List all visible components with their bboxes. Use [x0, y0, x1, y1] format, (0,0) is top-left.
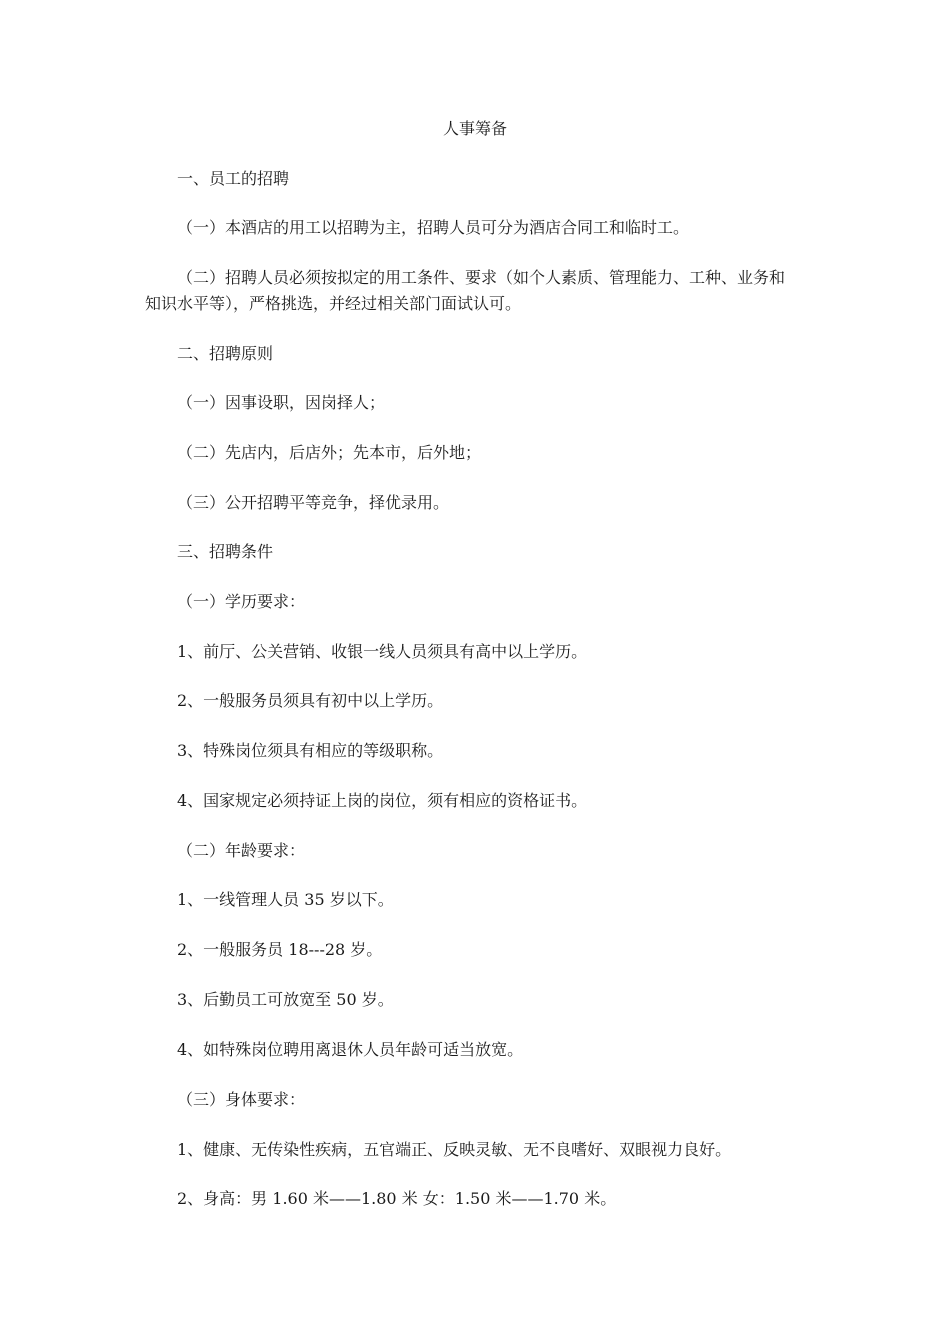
list-item: 1、前厅、公关营销、收银一线人员须具有高中以上学历。: [177, 642, 588, 661]
list-item: 3、特殊岗位须具有相应的等级职称。: [177, 741, 444, 760]
list-item: 4、国家规定必须持证上岗的岗位，须有相应的资格证书。: [177, 791, 588, 810]
subheading-age: （二）年龄要求：: [177, 841, 306, 860]
paragraph-continuation: 知识水平等），严格挑选，并经过相关部门面试认可。: [145, 294, 522, 313]
list-item: 3、后勤员工可放宽至 50 岁。: [177, 990, 394, 1009]
list-item: 4、如特殊岗位聘用离退休人员年龄可适当放宽。: [177, 1040, 524, 1059]
list-item: 2、身高：男 1.60 米——1.80 米 女：1.50 米——1.70 米。: [177, 1189, 617, 1208]
list-item: 2、一般服务员 18---28 岁。: [177, 940, 383, 959]
paragraph: （三）公开招聘平等竞争，择优录用。: [177, 493, 450, 512]
list-item: 1、健康、无传染性疾病，五官端正、反映灵敏、无不良嗜好、双眼视力良好。: [177, 1140, 732, 1159]
list-item: 2、一般服务员须具有初中以上学历。: [177, 691, 444, 710]
document-title: 人事筹备: [442, 119, 507, 138]
subheading-education: （一）学历要求：: [177, 592, 306, 611]
subheading-physical: （三）身体要求：: [177, 1090, 306, 1109]
paragraph: （二）先店内，后店外；先本市，后外地；: [177, 443, 482, 462]
paragraph: （一）本酒店的用工以招聘为主，招聘人员可分为酒店合同工和临时工。: [177, 218, 690, 237]
section-heading-conditions: 三、招聘条件: [177, 542, 274, 561]
paragraph: （一）因事设职，因岗择人；: [177, 393, 386, 412]
paragraph: （二）招聘人员必须按拟定的用工条件、要求（如个人素质、管理能力、工种、业务和: [177, 268, 786, 287]
section-heading-principles: 二、招聘原则: [177, 344, 274, 363]
list-item: 1、一线管理人员 35 岁以下。: [177, 890, 394, 909]
section-heading-recruitment: 一、员工的招聘: [177, 169, 290, 188]
